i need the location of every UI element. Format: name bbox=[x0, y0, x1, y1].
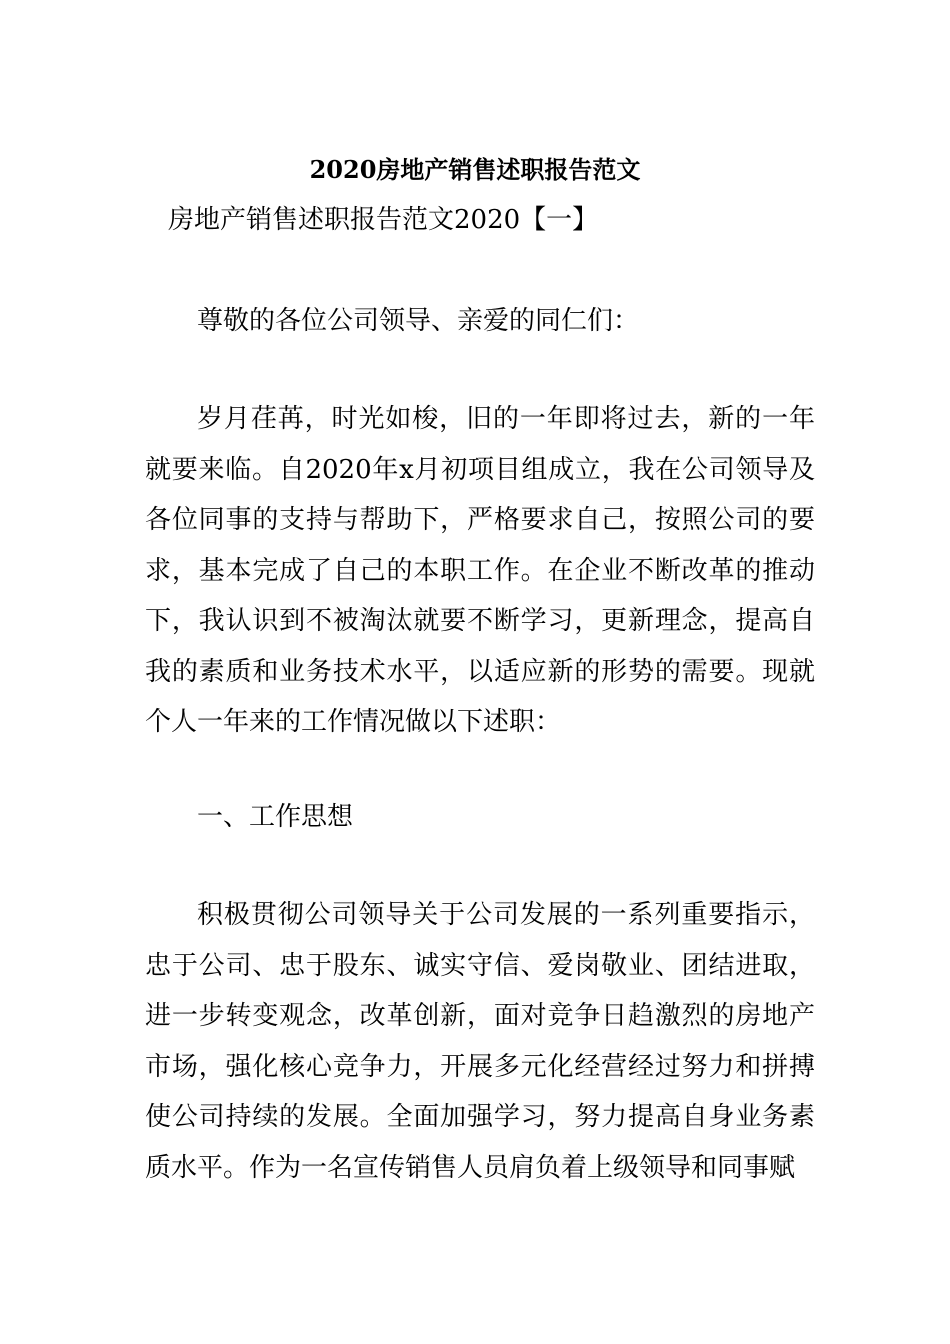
greeting-paragraph: 尊敬的各位公司领导、亲爱的同仁们： bbox=[197, 306, 640, 336]
intro-paragraph: 岁月荏苒，时光如梭，旧的一年即将过去，新的一年就要来临。自2020年x月初项目组成立，我在公司领导及各位同事的支持与帮助下，严格要求自己，按照公司的要求，基本完成了自己的本职工作。在企业不断改革的推动下，我认识到不被淘汰就要不断学习，更新理念，提高自我的素质和业务技术水平，以适应新的形势的需要。现就个人一年来的工作情况做以下述职： bbox=[145, 404, 815, 737]
section-heading: 一、工作思想 bbox=[197, 802, 354, 832]
section-body-paragraph: 积极贯彻公司领导关于公司发展的一系列重要指示，忠于公司、忠于股东、诚实守信、爱岗敬业、团结进取，进一步转变观念，改革创新，面对竞争日趋激烈的房地产市场，强化核心竞争力，开展多元化经营经过努力和拼搏使公司持续的发展。全面加强学习，努力提高自身业务素质水平。作为一名宣传销售人员肩负着上级领导和同事赋 bbox=[145, 900, 815, 1183]
document-title: 2020房地产销售述职报告范文 bbox=[309, 155, 641, 184]
document-subtitle: 房地产销售述职报告范文2020【一】 bbox=[168, 205, 599, 235]
